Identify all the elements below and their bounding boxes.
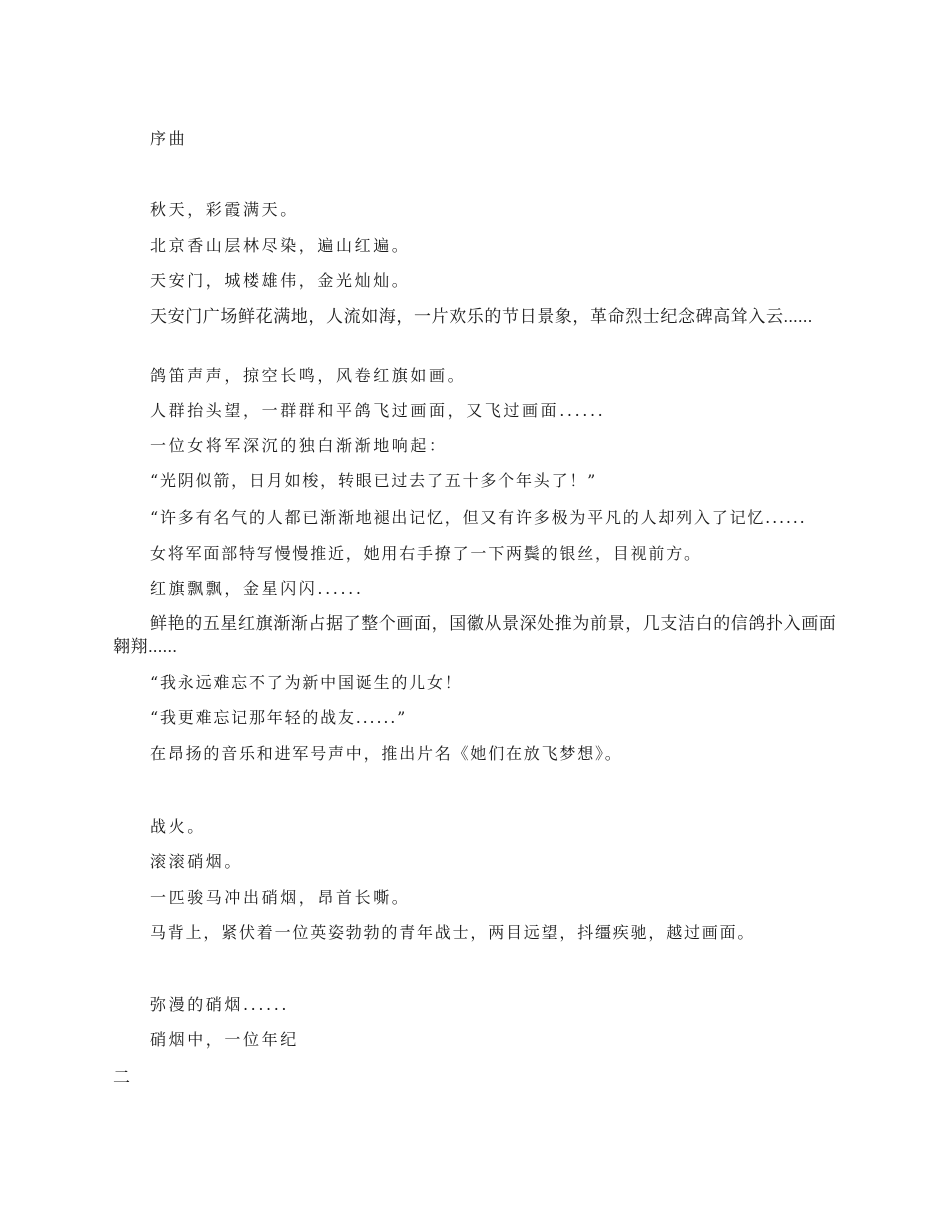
paragraph: 北京香山层林尽染，遍山红遍。: [150, 236, 411, 255]
paragraph: 一匹骏马冲出硝烟，昂首长嘶。: [150, 888, 411, 907]
paragraph: 天安门广场鲜花满地，人流如海，一片欢乐的节日景象，革命烈士纪念碑高耸入云......: [150, 307, 813, 326]
paragraph: “我永远难忘不了为新中国诞生的儿女！: [150, 673, 463, 692]
paragraph: 滚滚硝烟。: [150, 852, 244, 871]
paragraph: 女将军面部特写慢慢推近，她用右手撩了一下两鬓的银丝，目视前方。: [150, 544, 702, 563]
paragraph: 鲜艳的五星红旗渐渐占据了整个画面，国徽从景深处推为前景，几支洁白的信鸽扑入画面翱翔......: [113, 614, 837, 656]
paragraph: 一位女将军深沉的独白渐渐地响起：: [150, 436, 448, 455]
paragraph: 弥漫的硝烟......: [150, 995, 290, 1014]
paragraph: 天安门，城楼雄伟，金光灿灿。: [150, 271, 411, 290]
paragraph: 马背上，紧伏着一位英姿勃勃的青年战士，两目远望，抖缰疾驰，越过画面。: [150, 923, 756, 942]
paragraph: “许多有名气的人都已渐渐地褪出记忆，但又有许多极为平凡的人却列入了记忆......: [150, 508, 807, 527]
page-footer-mark: 二: [113, 1068, 130, 1088]
paragraph: 硝烟中，一位年纪: [150, 1030, 299, 1049]
paragraph: 秋天，彩霞满天。: [150, 200, 299, 219]
paragraph: 鸽笛声声，掠空长鸣，风卷红旗如画。: [150, 366, 467, 385]
section-heading: 序曲: [150, 129, 188, 148]
paragraph: “我更难忘记那年轻的战友......”: [150, 708, 408, 727]
paragraph: 在昂扬的音乐和进军号声中，推出片名《她们在放飞梦想》。: [150, 744, 623, 763]
paragraph: 红旗飘飘，金星闪闪......: [150, 579, 364, 598]
paragraph: “光阴似箭，日月如梭，转眼已过去了五十多个年头了！”: [150, 471, 598, 490]
paragraph: 战火。: [150, 817, 206, 836]
paragraph: 人群抬头望，一群群和平鸽飞过画面，又飞过画面......: [150, 401, 606, 420]
